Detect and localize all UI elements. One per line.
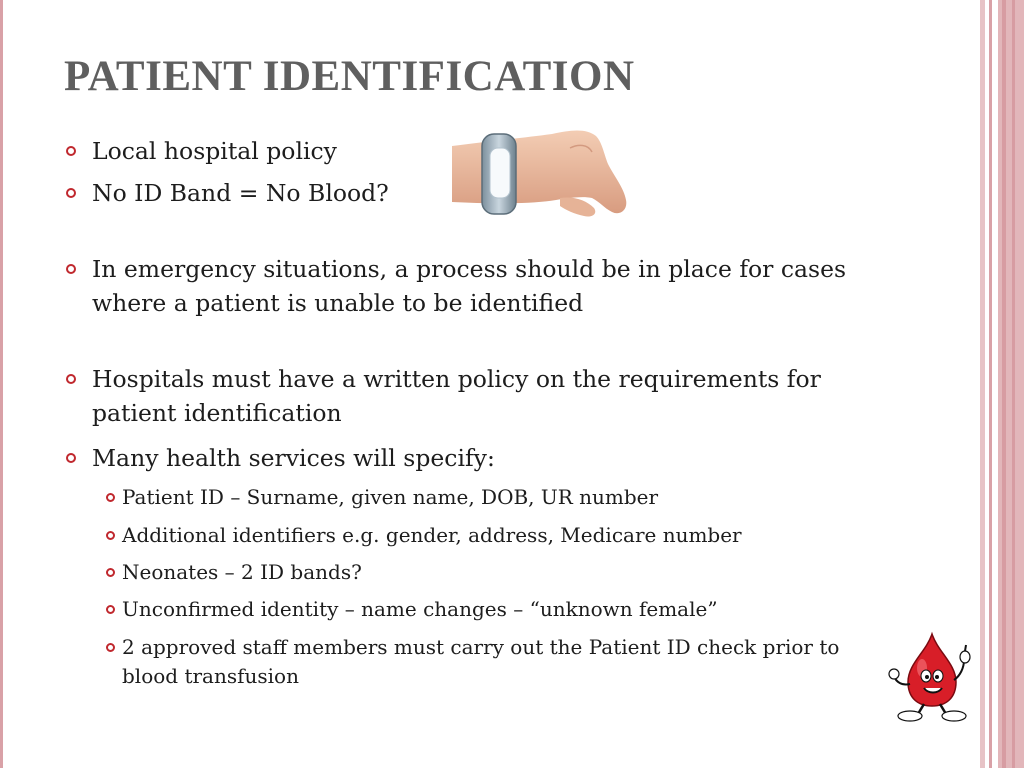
sub-bullet-icon (106, 568, 115, 577)
bullet-item (64, 252, 872, 320)
border-stripe (1012, 0, 1015, 768)
sub-bullet-text: Neonates – 2 ID bands? (122, 560, 362, 584)
bullet-text: Hospitals must have a written policy on the requirements for patient identification (92, 365, 821, 427)
bullet-icon (66, 264, 76, 274)
bullet-text: Local hospital policy (92, 137, 337, 165)
sub-bullet-icon (106, 643, 115, 652)
sub-bullet-text: Patient ID – Surname, given name, DOB, UR number (122, 485, 659, 509)
sub-bullet-icon (106, 605, 115, 614)
sub-bullet-item (64, 521, 864, 550)
bullet-icon (66, 188, 76, 198)
bullet-icon (66, 374, 76, 384)
bullet-item (64, 362, 882, 430)
sub-bullet-item (64, 558, 864, 587)
border-stripe (989, 0, 992, 768)
border-stripe (980, 0, 985, 768)
sub-bullet-item (64, 595, 864, 624)
border-stripe (1002, 0, 1006, 768)
bullet-item (64, 441, 864, 475)
sub-bullet-text: Additional identifiers e.g. gender, address, Medicare number (122, 523, 742, 547)
bullet-text: In emergency situations, a process should be in place for cases where a patient is unable to be identified (92, 255, 847, 317)
blood-drop-mascot (886, 630, 978, 722)
bullet-text: No ID Band = No Blood? (92, 179, 389, 207)
sub-bullet-icon (106, 531, 115, 540)
slide-title: PATIENT IDENTIFICATION (64, 53, 635, 100)
wrist-id-band-photo (452, 124, 628, 224)
sub-bullet-text: Unconfirmed identity – name changes – “unknown female” (122, 597, 718, 621)
sub-bullet-item (64, 633, 862, 691)
bullet-text: Many health services will specify: (92, 444, 495, 472)
sub-bullet-icon (106, 493, 115, 502)
sub-bullet-text: 2 approved staff members must carry out the Patient ID check prior to blood transfusion (122, 635, 840, 688)
right-border-stripes (978, 0, 1024, 768)
bullet-icon (66, 453, 76, 463)
sub-bullet-item (64, 483, 864, 512)
left-border-line (0, 0, 3, 768)
bullet-icon (66, 146, 76, 156)
